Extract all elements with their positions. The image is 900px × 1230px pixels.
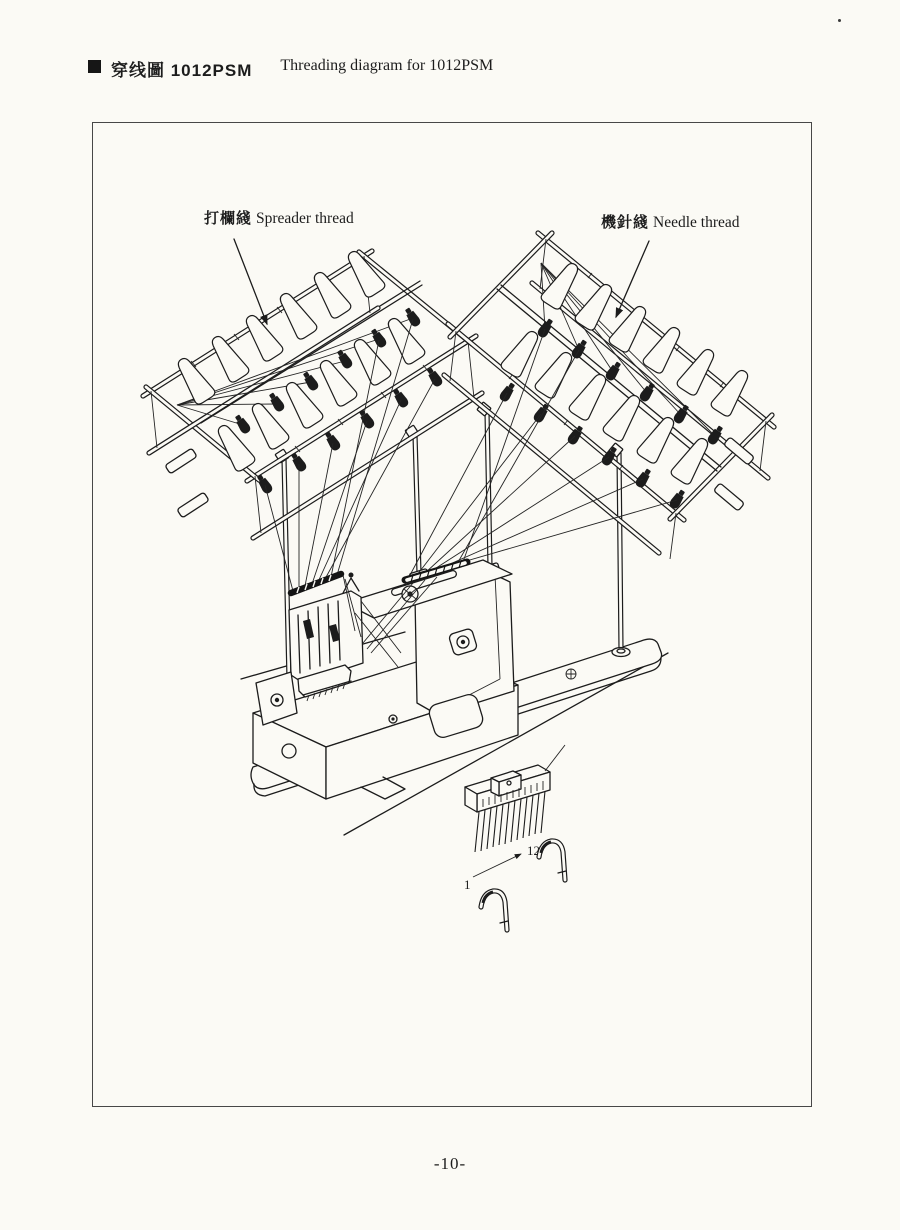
tension-knob bbox=[403, 306, 422, 328]
scan-speck bbox=[838, 19, 841, 22]
page-header bbox=[88, 56, 493, 81]
tension-knob bbox=[267, 391, 286, 413]
thread-cone bbox=[602, 390, 647, 442]
thread-cone bbox=[534, 347, 579, 399]
needle-thread-fan bbox=[409, 329, 677, 577]
thread-cone bbox=[636, 412, 681, 464]
header-title-zh: 穿线圖 1012PSM bbox=[111, 61, 253, 80]
needle-label-en: Needle thread bbox=[653, 214, 740, 231]
needle-clamp-detail bbox=[464, 745, 565, 892]
needle-thread-label bbox=[601, 211, 740, 232]
needle-number-first: 1 bbox=[464, 877, 471, 892]
spreader-label-arrow bbox=[234, 239, 267, 324]
sewing-machine bbox=[253, 560, 518, 799]
threading-diagram bbox=[93, 123, 811, 1106]
page-number: -10- bbox=[433, 1154, 467, 1173]
spreader-label-zh: 打欄綫 bbox=[204, 210, 253, 227]
needle-label-arrow bbox=[616, 241, 649, 317]
tension-knob bbox=[301, 370, 320, 392]
needle-number-last: 12 bbox=[527, 843, 540, 858]
tension-knob bbox=[233, 413, 252, 435]
tension-knob bbox=[498, 381, 517, 403]
header-title-en: Threading diagram for 1012PSM bbox=[280, 57, 494, 74]
spreader-thread-stand bbox=[143, 246, 482, 538]
thread-cone bbox=[568, 369, 613, 421]
spreader-thread-label bbox=[204, 207, 354, 228]
tension-knob bbox=[335, 348, 354, 370]
spreader-label-en: Spreader thread bbox=[256, 210, 354, 227]
thread-cone bbox=[500, 326, 545, 378]
looper-hooks bbox=[481, 841, 566, 930]
needle-label-zh: 機針綫 bbox=[601, 214, 650, 231]
thread-cone bbox=[710, 365, 755, 417]
header-square-bullet bbox=[88, 60, 101, 73]
figure-box bbox=[92, 122, 812, 1107]
tension-knob bbox=[570, 338, 589, 360]
